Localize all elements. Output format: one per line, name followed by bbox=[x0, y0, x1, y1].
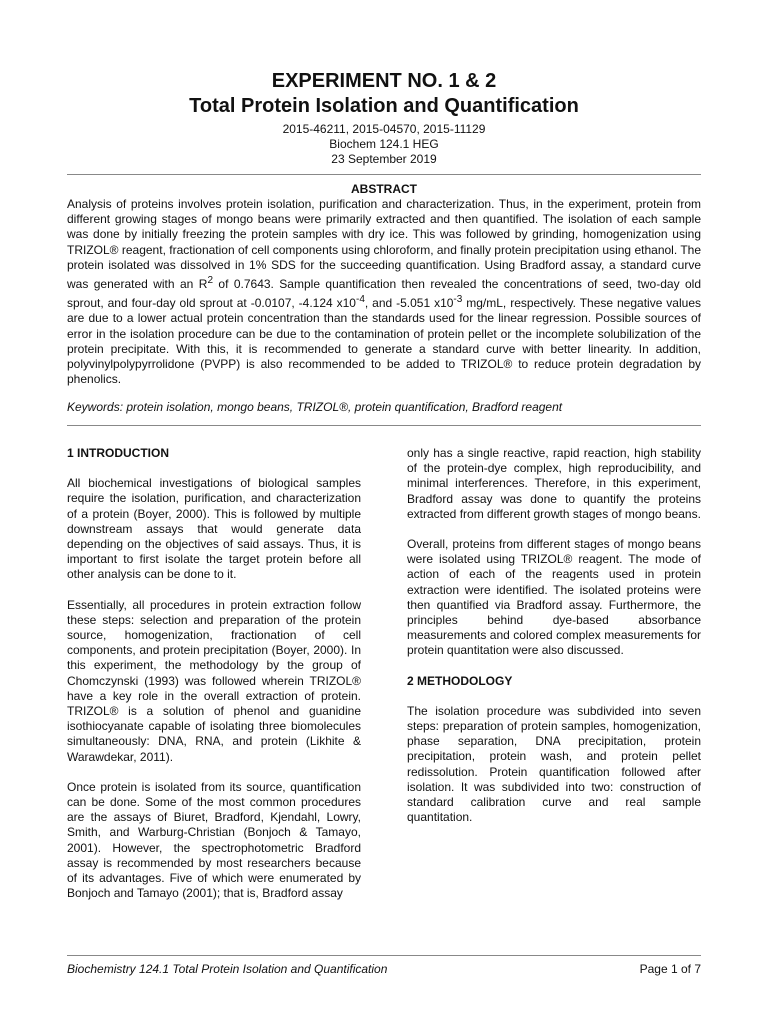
paragraph: only has a single reactive, rapid reaction, high stability of the protein-dye complex, high reproducibility, and minimal interferences. Therefore, in this experiment, Bradford assay was done to quantify the proteins extracted from different growth stages of mongo beans. bbox=[407, 446, 701, 521]
page-number: Page 1 of 7 bbox=[639, 962, 701, 976]
divider-top bbox=[67, 174, 701, 175]
divider-middle bbox=[67, 425, 701, 426]
right-column bbox=[407, 446, 701, 840]
paragraph: The isolation procedure was subdivided into seven steps: preparation of protein samples, homogenization, phase separation, DNA precipitation, protein precipitation, protein wash, and protein pellet redissolution. Protein quantification followed after isolation. It was subdivided into two: construction of standard calibration curve and real sample quantitation. bbox=[407, 703, 701, 825]
divider-footer bbox=[67, 955, 701, 956]
paragraph: Overall, proteins from different stages of mongo beans were isolated using TRIZOL® reagent. The mode of action of each of the reagents used in protein extraction were identified. The isolated proteins were then quantified via Bradford assay. Furthermore, the principles behind dye-based absorbance measurements and colored complex measurements for protein quantitation were also discussed. bbox=[407, 537, 701, 658]
paragraph: Once protein is isolated from its source, quantification can be done. Some of the most common procedures are the assays of Biuret, Bradford, Kjendahl, Lowry, Smith, and Warburg-Christian (Bonjoch & Tamayo, 2001). However, the spectrophotometric Bradford assay is recommended by most researchers because of its advantages. Five of which were enumerated by Bonjoch and Tamayo (2001); that is, Bradford assay bbox=[67, 779, 361, 901]
left-column bbox=[67, 446, 361, 916]
keywords: Keywords: protein isolation, mongo beans, TRIZOL®, protein quantification, Bradford reagent bbox=[67, 400, 563, 414]
paragraph: Essentially, all procedures in protein extraction follow these steps: selection and preparation of the protein source, homogenization, fractionation of cell components, and protein precipitation (Boyer, 2000). In this experiment, the methodology by the group of Chomczynski (1993) was followed wherein TRIZOL® have a key role in the overall extraction of protein. TRIZOL® is a solution of phenol and guanidine isothiocyanate capable of isolating three biomolecules simultaneously: DNA, RNA, and protein (Likhite & Warawdekar, 2011). bbox=[67, 597, 361, 764]
course-name: Biochem 124.1 HEG bbox=[329, 137, 439, 151]
methodology-heading: 2 METHODOLOGY bbox=[407, 673, 513, 688]
introduction-heading: 1 INTRODUCTION bbox=[67, 446, 169, 460]
abstract-text: Analysis of proteins involves protein isolation, purification and characterization. Thus, in the experiment, protein from different growing stages of mongo beans were primarily extracted and then quantified. The isolation of each sample was done by initially freezing the protein samples with dry ice. This was followed by grinding, homogenization using TRIZOL® reagent, fractionation of cell components using chloroform, and finally protein precipitation using ethanol. The protein isolated was dissolved in 1% SDS for the succeeding quantification. Using Bradford assay, a standard curve was generated with an $R^2$ of 0.7643. Sample quantification then revealed the concentrations of seed, two-day old sprout, and four-day old sprout at -0.0107, -4.124 $x10^{-4}$, and -5.051 $x10^{-3}$ mg/mL, respectively. These negative values are due to a lower actual protein concentration than the standards used for the linear regression. Possible sources of error in the isolation procedure can be due to the contamination of protein pellet or the incomplete solubilization of the protein precipitate. With this, it is recommended to generate a standard curve with better linearity. In addition, polyvinylpolypyrrolidone (PVPP) is also recommended to be added to TRIZOL® to reduce protein degradation by phenolics. bbox=[67, 197, 702, 387]
footer-title: Biochemistry 124.1 Total Protein Isolation and Quantification bbox=[67, 962, 388, 976]
student-numbers: 2015-46211, 2015-04570, 2015-11129 bbox=[282, 122, 486, 136]
experiment-title: EXPERIMENT NO. 1 & 2 bbox=[271, 70, 497, 92]
paper-title: Total Protein Isolation and Quantification bbox=[189, 95, 579, 117]
abstract-heading: ABSTRACT bbox=[351, 182, 417, 196]
paragraph: All biochemical investigations of biological samples require the isolation, purification, and characterization of a protein (Boyer, 2000). This is followed by multiple downstream assays that would generate data depending on the objectives of said assays. Thus, it is important to first isolate the target protein before all other analysis can be done to it. bbox=[67, 476, 361, 582]
report-date: 23 September 2019 bbox=[331, 152, 437, 166]
